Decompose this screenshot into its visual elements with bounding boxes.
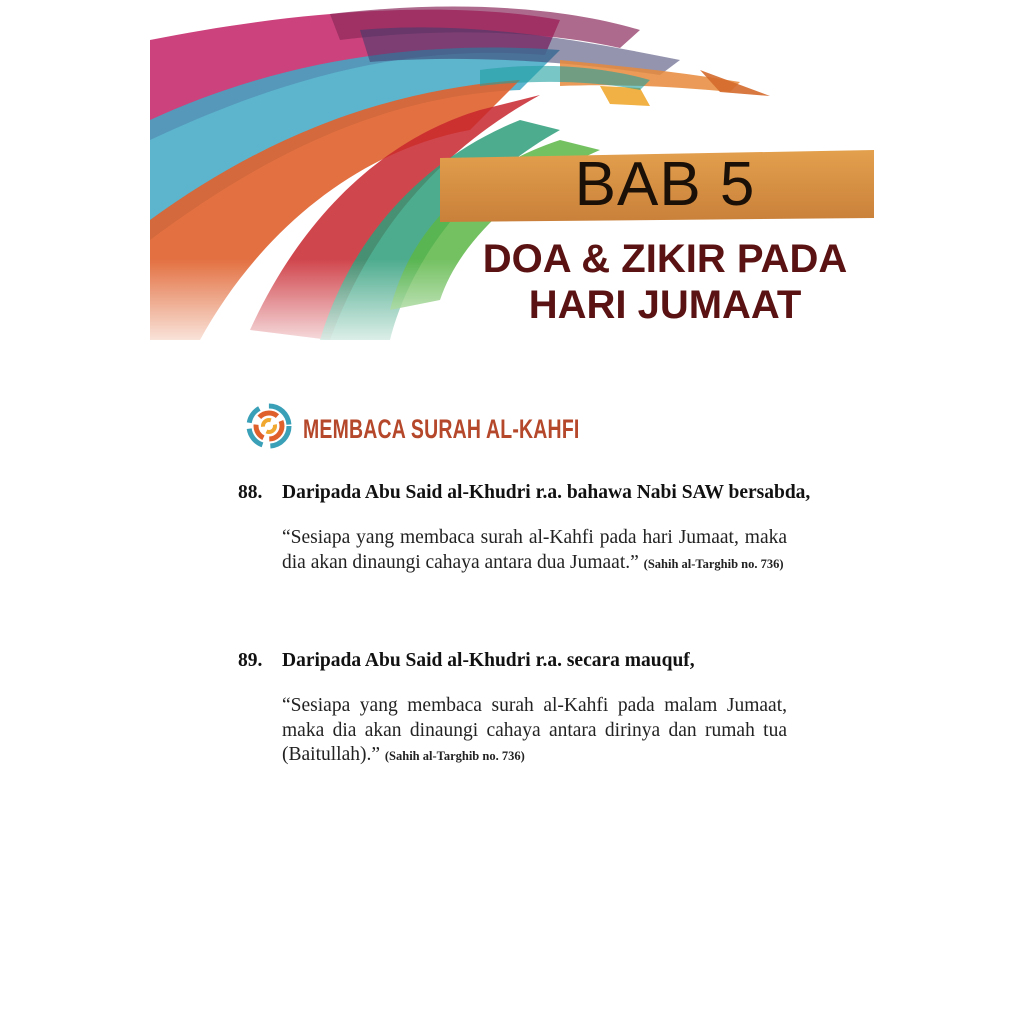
hadith-quote: “Sesiapa yang membaca surah al-Kahfi pada hari Jumaat, maka dia akan dinaungi cahaya antara dua Jumaat.” [282, 527, 787, 573]
hadith-narration: Daripada Abu Said al-Khudri r.a. secara mauquf, [282, 650, 695, 671]
circular-swirl-emblem-icon [245, 402, 293, 450]
hadith-quote-block [282, 694, 787, 769]
section-heading: MEMBACA SURAH AL-KAHFI [303, 414, 580, 444]
chapter-title [460, 236, 870, 328]
hadith-narration: Daripada Abu Said al-Khudri r.a. bahawa Nabi SAW bersabda, [282, 482, 811, 503]
hadith-entry [238, 648, 798, 769]
hadith-header [238, 480, 811, 506]
chapter-number: BAB 5 [574, 150, 756, 219]
hadith-number: 88. [238, 482, 263, 503]
hadith-quote-block [282, 526, 787, 576]
hadith-number: 89. [238, 650, 263, 671]
hadith-header [238, 648, 798, 674]
hadith-reference: (Sahih al-Targhib no. 736) [384, 749, 525, 763]
hadith-quote: “Sesiapa yang membaca surah al-Kahfi pada malam Jumaat, maka dia akan dinaungi cahaya antara dirinya dan rumah tua (Baitullah).” [282, 695, 787, 765]
hadith-entry [238, 480, 811, 576]
chapter-title-line-2: HARI JUMAAT [528, 283, 802, 327]
chapter-title-line-1: DOA & ZIKIR PADA [482, 237, 848, 281]
hadith-reference: (Sahih al-Targhib no. 736) [643, 556, 784, 571]
